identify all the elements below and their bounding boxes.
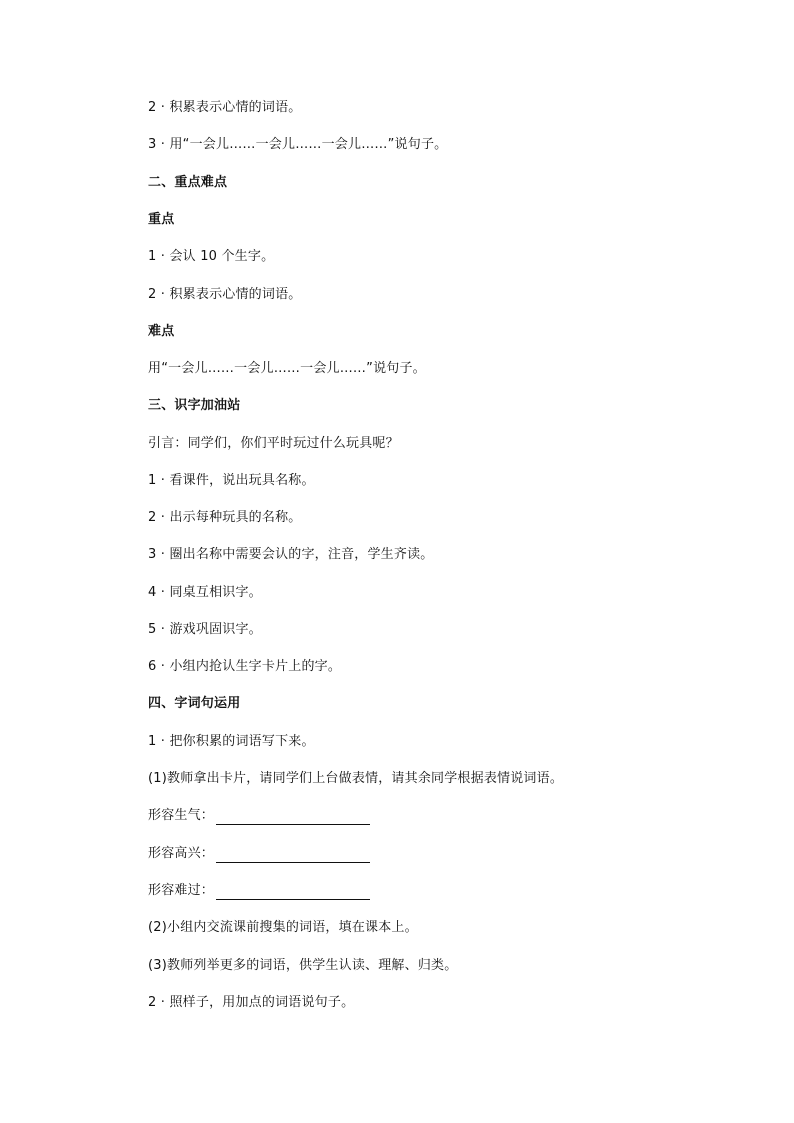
section-heading-key-points: 二、重点难点	[148, 175, 228, 190]
intro-text: 引言：同学们，你们平时玩过什么玩具呢？	[148, 436, 399, 451]
section-heading-word-usage: 四、字词句运用	[148, 696, 241, 711]
usage-subitem-3: (3)教师列举更多的词语，供学生认读、理解、归类。	[148, 958, 458, 973]
subheading-difficulty: 难点	[148, 324, 175, 339]
fill-label-angry: 形容生气：	[148, 808, 215, 823]
fill-blank-angry[interactable]	[216, 812, 370, 825]
objective-item-2: 2 · 积累表示心情的词语。	[148, 100, 302, 115]
usage-subitem-1: (1)教师拿出卡片，请同学们上台做表情，请其余同学根据表情说词语。	[148, 771, 564, 786]
usage-item-2: 2 · 照样子，用加点的词语说句子。	[148, 995, 355, 1010]
fill-row-happy	[148, 845, 370, 863]
literacy-step-5: 5 · 游戏巩固识字。	[148, 622, 262, 637]
usage-subitem-2: (2)小组内交流课前搜集的词语，填在课本上。	[148, 920, 418, 935]
literacy-step-4: 4 · 同桌互相识字。	[148, 585, 262, 600]
fill-label-sad: 形容难过：	[148, 883, 215, 898]
fill-row-angry	[148, 807, 370, 825]
literacy-step-6: 6 · 小组内抢认生字卡片上的字。	[148, 659, 342, 674]
fill-blank-happy[interactable]	[216, 850, 370, 863]
key-point-item-2: 2 · 积累表示心情的词语。	[148, 287, 302, 302]
difficulty-text: 用“一会儿……一会儿……一会儿……”说句子。	[148, 361, 426, 376]
fill-blank-sad[interactable]	[216, 887, 370, 900]
usage-item-1: 1 · 把你积累的词语写下来。	[148, 734, 315, 749]
literacy-step-2: 2 · 出示每种玩具的名称。	[148, 510, 302, 525]
key-point-item-1: 1 · 会认 10 个生字。	[148, 249, 275, 264]
fill-label-happy: 形容高兴：	[148, 846, 215, 861]
section-heading-literacy: 三、识字加油站	[148, 398, 241, 413]
fill-row-sad	[148, 882, 370, 900]
subheading-key-point: 重点	[148, 212, 175, 227]
literacy-step-3: 3 · 圈出名称中需要会认的字，注音，学生齐读。	[148, 547, 434, 562]
literacy-step-1: 1 · 看课件，说出玩具名称。	[148, 473, 315, 488]
objective-item-3: 3 · 用“一会儿……一会儿……一会儿……”说句子。	[148, 137, 448, 152]
